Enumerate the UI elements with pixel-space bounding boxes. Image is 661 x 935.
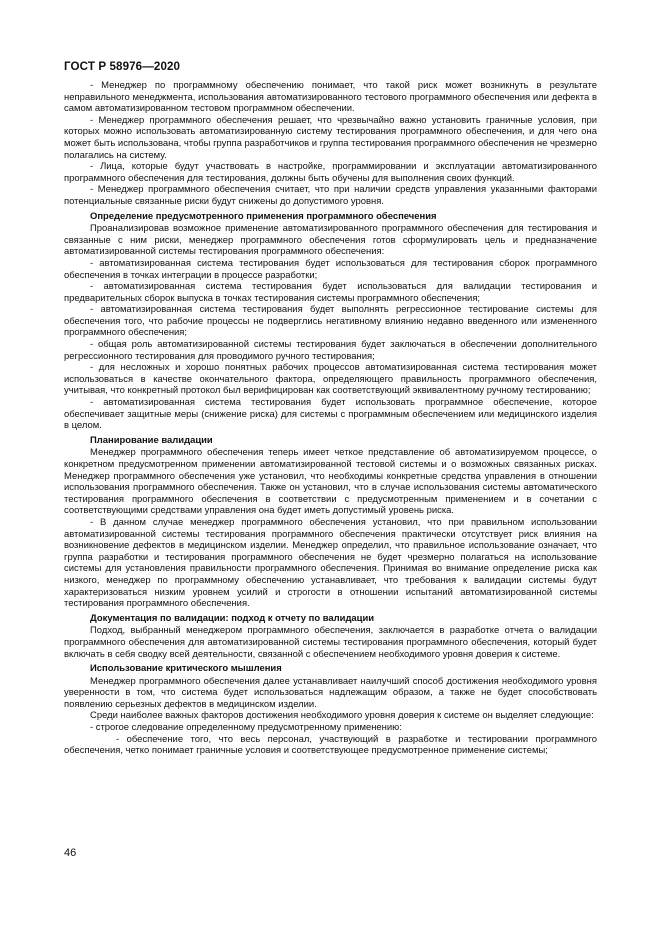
list-item: - для несложных и хорошо понятных рабочих процессов автоматизированная система тестирования может использоваться в качестве окончательного фактора, определяющего правильность программного обеспечения, учитывая, что конкретный протокол был верифицирован как соответствующий эквивалентному ручному тестированию; [64, 362, 597, 397]
paragraph: Проанализировав возможное применение автоматизированного программного обеспечения для тестирования и связанные с ним риски, менеджер программного обеспечения готов сформулировать цель и предназначение автоматизированной системы тестирования программного обеспечения: [64, 223, 597, 258]
list-item: - автоматизированная система тестирования будет использовать программное обеспечение, которое обеспечивает защитные меры (снижение риска) для системы с программным обеспечением или медицинского изделия в целом. [64, 397, 597, 432]
paragraph: - Менеджер по программному обеспечению понимает, что такой риск может возникнуть в результате неправильного менеджмента, использования автоматизированного тестового программного обеспечения или дефекта в самом автоматизированном тестовом программном обеспечении. [64, 80, 597, 115]
paragraph: Среди наиболее важных факторов достижения необходимого уровня доверия к системе он выделяет следующие: [90, 710, 594, 722]
paragraph: Подход, выбранный менеджером программного обеспечения, заключается в разработке отчета о валидации программного обеспечения для автоматизированной системы тестирования программного обеспечения, который будет включать в себя сводку всей деятельности, связанной с обеспечением необходимого уровня доверия к системе. [64, 625, 597, 660]
list-item: - обеспечение того, что весь персонал, участвующий в разработке и тестировании программного обеспечения, четко понимает граничные условия и соответствующее предусмотренное применение системы; [64, 733, 597, 757]
section-heading: Использование критического мышления [90, 663, 282, 675]
section-heading: Определение предусмотренного применения программного обеспечения [90, 210, 437, 222]
paragraph: - В данном случае менеджер программного обеспечения установил, что при правильном использовании автоматизированной системы тестирования программного обеспечения практически отсутствует риск влияния на возникновение дефектов в медицинском изделии. Менеджер определил, что правильное использование означает, что группа разработки и тестирования программного обеспечения не будет чрезмерно полагаться на использование системы для установления правильности программного обеспечения. Принимая во внимание определение риска как низкого, менеджер по программному обеспечению устанавливает, что требования к валидации системы будут характеризоваться низким уровнем усилий и строгости в отношении испытаний автоматизированной системы тестирования программного обеспечения. [64, 516, 597, 610]
section-heading: Документация по валидации: подход к отчету по валидации [90, 612, 375, 624]
document-code-header: ГОСТ Р 58976—2020 [64, 60, 181, 73]
list-item: - автоматизированная система тестирования будет выполнять регрессионное тестирование системы для обеспечения того, что рабочие процессы не подверглись негативному влиянию недавно введенного или измененного программного обеспечения; [64, 304, 597, 339]
paragraph: - Менеджер программного обеспечения решает, что чрезвычайно важно установить граничные условия, при которых можно использовать автоматизированную систему тестирования программного обеспечения, и для чего она может быть использована, чтобы группа разработчиков и группа тестирования программного обеспечения не чрезмерно полагались на систему. [64, 114, 597, 161]
paragraph: - Менеджер программного обеспечения считает, что при наличии средств управления указанными факторами потенциальные связанные риски будут снижены до допустимого уровня. [64, 184, 597, 207]
paragraph: Менеджер программного обеспечения далее устанавливает наилучший способ достижения необходимого уровня уверенности в том, что система будет использоваться надлежащим образом, а также не будет способствовать появлению серьезных дефектов в медицинском изделии. [64, 675, 597, 710]
paragraph: Менеджер программного обеспечения теперь имеет четкое представление об автоматизируемом процессе, о конкретном предусмотренном применении автоматизированной тестовой системы и о возможных связанных рисках. Менеджер программного обеспечения уже установил, что необходимы конкретные средства управления в отношении использования программного обеспечения. Также он установил, что в случае использования системы автоматического тестирования программного обеспечения в соответствии с предусмотренным применением и в сочетании с соответствующими средствами управления она будет иметь допустимый уровень риска. [64, 447, 597, 517]
section-heading: Планирование валидации [90, 434, 213, 446]
list-item: - автоматизированная система тестирования будет использоваться для тестирования сборок программного обеспечения в точках интеграции в процессе разработки; [64, 257, 597, 281]
list-item: - автоматизированная система тестирования будет использоваться для валидации тестирования и предварительных сборок выпуска в точках тестирования системы программного обеспечения; [64, 281, 597, 304]
list-item: - строгое следование определенному предусмотренному применению: [90, 722, 402, 734]
paragraph: - Лица, которые будут участвовать в настройке, программировании и эксплуатации автоматизированного программного обеспечения для тестирования, должны быть обучены для выполнения своих функций. [64, 161, 597, 184]
page-body [64, 80, 597, 757]
page-number: 46 [64, 847, 77, 859]
list-item: - общая роль автоматизированной системы тестирования будет заключаться в обеспечении дополнительного регрессионного тестирования для проводимого ручного тестирования; [64, 339, 597, 362]
